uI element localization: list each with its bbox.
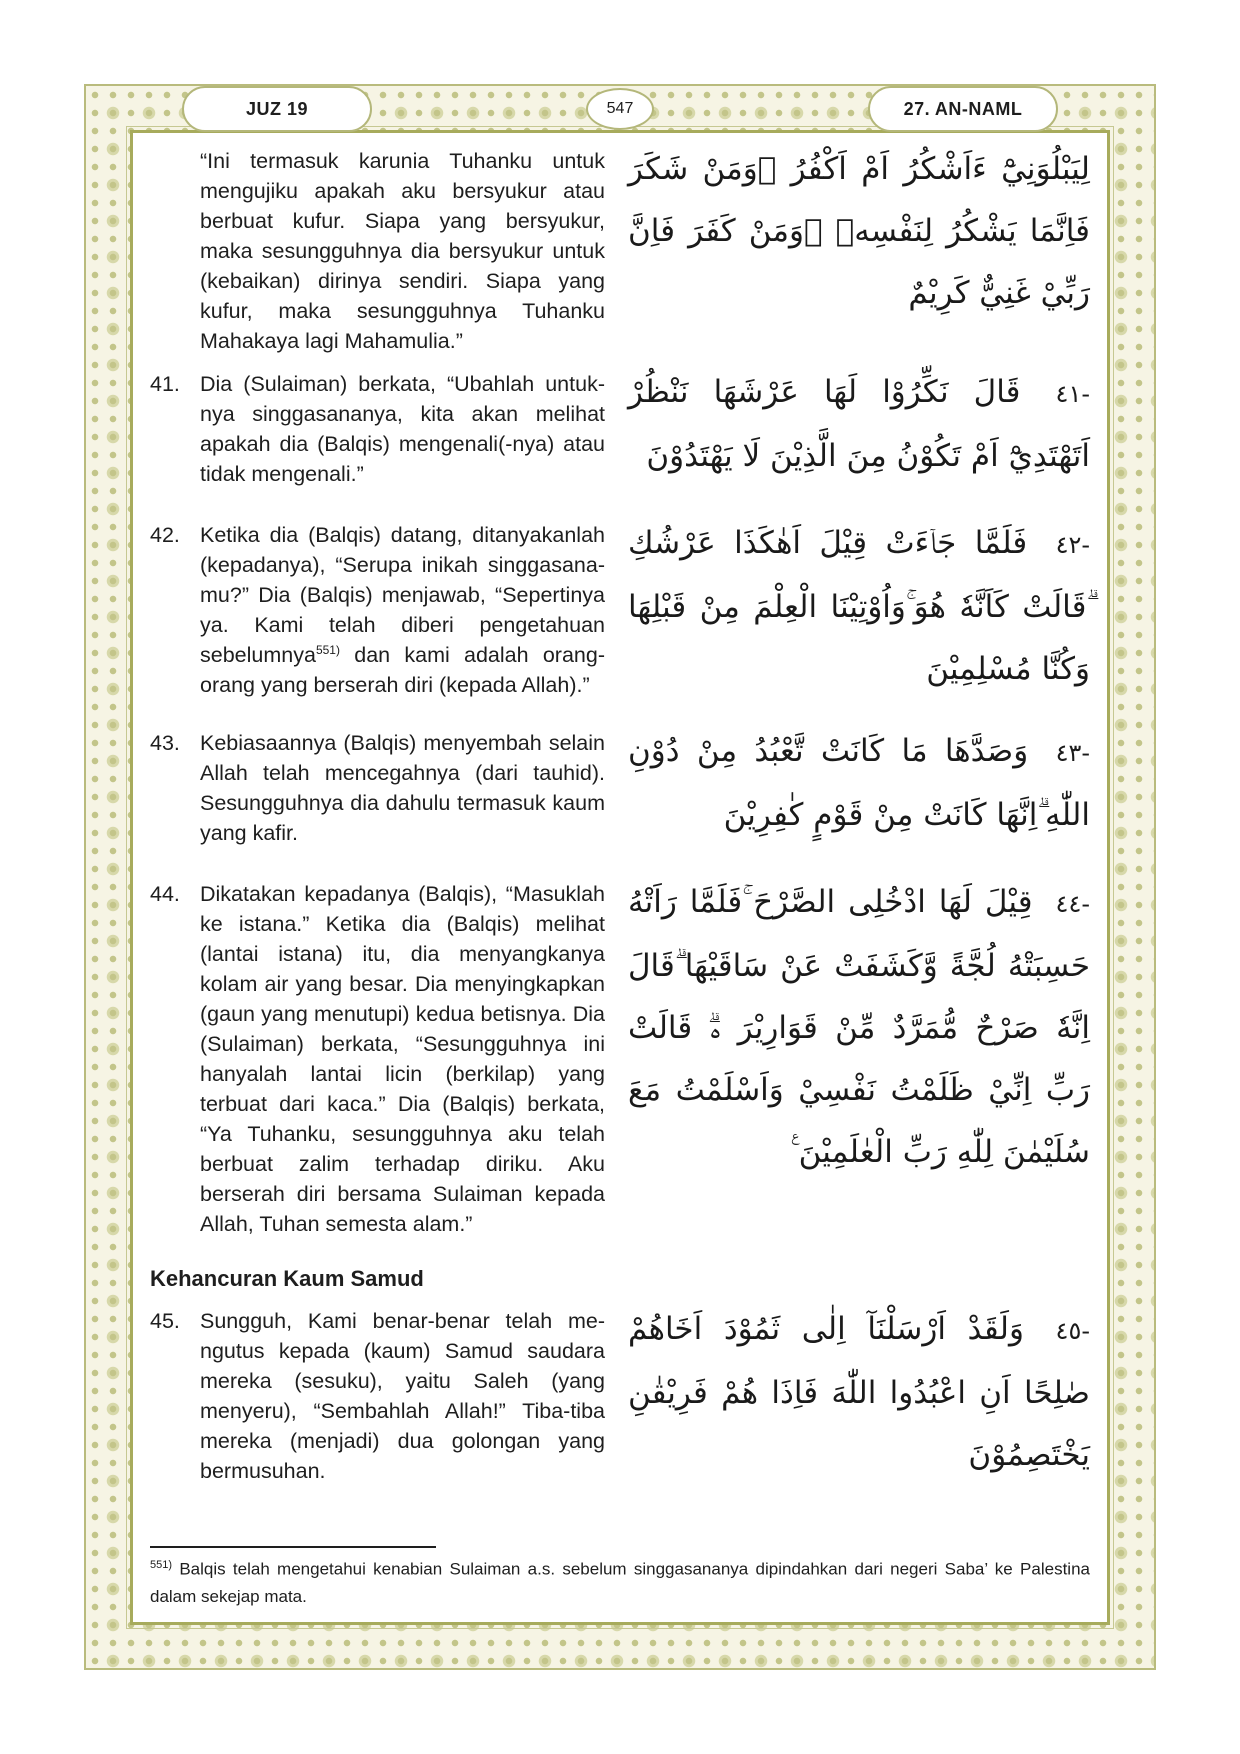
verse-arabic	[628, 138, 1090, 324]
verse-number: 43.	[150, 731, 180, 755]
surah-label: 27. AN-NAML	[868, 86, 1058, 132]
arabic-verse-number: -٤٤	[1055, 890, 1090, 918]
arabic-text: وَصَدَّهَا مَا كَانَتْ تَّعْبُدُ مِنْ دُوْنِ اللّٰهِ ۗاِنَّهَا كَانَتْ مِنْ قَوْمٍ كٰفِرِيْنَ	[628, 733, 1090, 833]
arabic-text: قِيْلَ لَهَا ادْخُلِى الصَّرْحَ ۚفَلَمَّا رَاَتْهُ حَسِبَتْهُ لُجَّةً وَّكَشَفَتْ عَنْ سَاقَيْهَا ۗقَالَ اِنَّهٗ صَرْحٌ مُّمَرَّدٌ مِّنْ قَوَارِيْرَ ەۗ قَالَتْ رَبِّ اِنِّيْ ظَلَمْتُ نَفْسِيْ وَاَسْلَمْتُ مَعَ سُلَيْمٰنَ لِلّٰهِ رَبِّ الْعٰلَمِيْنَ ࣖ	[628, 884, 1090, 1170]
translation-text: Kebiasaannya (Balqis) menyembah selain Allah telah mencegahnya (dari tauhid). Sesungguhnya dia dahulu termasuk kaum yang kafir.	[200, 731, 605, 845]
verse-translation	[150, 879, 605, 1239]
verse-number: 42.	[150, 523, 180, 547]
section-heading: Kehancuran Kaum Samud	[150, 1266, 424, 1291]
verse-number: 45.	[150, 1309, 180, 1333]
verse-arabic	[628, 512, 1090, 700]
verse-arabic	[628, 361, 1090, 487]
translation-part: dan kami adalah orang-orang yang berserah diri (kepada Allah).”	[200, 643, 605, 697]
juz-label: JUZ 19	[182, 86, 372, 132]
arabic-verse-number: -٤١	[1055, 380, 1090, 408]
page-number: 547	[586, 88, 654, 130]
arabic-verse-number: -٤٣	[1055, 739, 1091, 767]
arabic-text: قَالَ نَكِّرُوْا لَهَا عَرْشَهَا نَنْظُرْ اَتَهْتَدِيْٓ اَمْ تَكُوْنُ مِنَ الَّذِيْنَ لَا يَهْتَدُوْنَ	[628, 374, 1090, 474]
translation-text: Dia (Sulaiman) berkata, “Ubahlah untuknya singgasananya, kita akan melihat apakah dia (Balqis) mengenali(-nya) atau tidak mengenali.”	[200, 372, 605, 486]
translation-part: Ketika dia (Balqis) datang, ditanyakanlah (kepadanya), “Serupa inikah singgasanamu?” Dia (Balqis) menjawab, “Sepertinya ya. Kami telah diberi pengetahuan sebelumnya	[200, 523, 605, 667]
verse-arabic	[628, 1298, 1090, 1486]
verse-number: 44.	[150, 882, 180, 906]
verse-translation	[150, 728, 605, 848]
arabic-text: وَلَقَدْ اَرْسَلْنَآ اِلٰى ثَمُوْدَ اَخَاهُمْ صٰلِحًا اَنِ اعْبُدُوا اللّٰهَ فَاِذَا هُمْ فَرِيْقٰنِ يَخْتَصِمُوْنَ	[628, 1311, 1090, 1473]
footnote-marker: 551)	[150, 1559, 173, 1571]
verse-number: 41.	[150, 372, 180, 396]
footnote-text: Balqis telah mengetahui kenabian Sulaiman a.s. sebelum singgasananya dipindahkan dari negeri Saba’ ke Palestina dalam sekejap mata.	[150, 1559, 1090, 1606]
verse-arabic	[628, 720, 1090, 846]
verse-translation	[150, 146, 605, 356]
footnote	[150, 1552, 1090, 1610]
footnote-reference[interactable]: 551)	[315, 642, 340, 657]
translation-text: “Ini termasuk karunia Tuhanku untuk mengujiku apakah aku bersyukur atau berbuat kufur. Siapa yang bersyukur, maka sesungguhnya dia bersyukur untuk (kebaikan) dirinya sendiri. Siapa yang kufur, maka sesungguhnya Tuhanku Mahakaya lagi Mahamulia.”	[200, 149, 605, 353]
arabic-text: لِيَبْلُوَنِيْٓ ءَاَشْكُرُ اَمْ اَكْفُرُ ۗوَمَنْ شَكَرَ فَاِنَّمَا يَشْكُرُ لِنَفْسِهٖ ۚوَمَنْ كَفَرَ فَاِنَّ رَبِّيْ غَنِيٌّ كَرِيْمٌ	[628, 151, 1090, 311]
translation-text: Dikatakan kepadanya (Balqis), “Masuklah ke istana.” Ketika dia (Balqis) melihat (lantai istana) itu, dia menyangkanya kolam air yang besar. Dia menyingkapkan (gaun yang menutupi) kedua betisnya. Dia (Sulaiman) berkata, “Sesungguhnya ini hanyalah lantai licin (berkilap) yang terbuat dari kaca.” Dia (Balqis) berkata, “Ya Tuhanku, sesungguhnya aku telah berbuat zalim terhadap diriku. Aku berserah diri bersama Sulaiman kepada Allah, Tuhan semesta alam.”	[200, 882, 605, 1236]
verse-translation	[150, 520, 605, 700]
verse-arabic	[628, 871, 1090, 1183]
verse-translation	[150, 1306, 605, 1486]
translation-text	[200, 520, 605, 700]
verse-translation	[150, 369, 605, 489]
footnote-divider	[150, 1546, 436, 1548]
arabic-verse-number: -٤٥	[1055, 1317, 1090, 1345]
arabic-text: فَلَمَّا جَاۤءَتْ قِيْلَ اَهٰكَذَا عَرْشُكِ ۗقَالَتْ كَاَنَّهٗ هُوَ ۚوَاُوْتِيْنَا الْعِلْمَ مِنْ قَبْلِهَا وَكُنَّا مُسْلِمِيْنَ	[628, 525, 1090, 687]
translation-text: Sungguh, Kami benar-benar telah mengutus kepada (kaum) Samud saudara mereka (sesuku), yaitu Saleh (yang menyeru), “Sembahlah Allah!” Tiba-tiba mereka (menjadi) dua golongan yang bermusuhan.	[200, 1309, 605, 1483]
arabic-verse-number: -٤٢	[1055, 531, 1091, 559]
